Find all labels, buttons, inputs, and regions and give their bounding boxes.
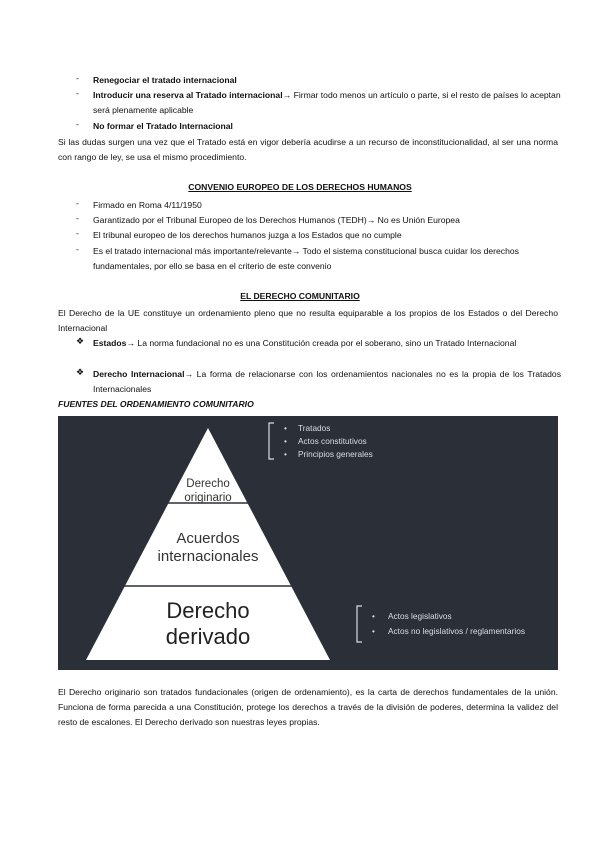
pyramid-top-label-line1: Derecho	[186, 478, 230, 490]
bullet-icon: •	[284, 436, 287, 446]
section-heading-convenio: CONVENIO EUROPEO DE LOS DERECHOS HUMANOS	[188, 182, 412, 192]
bracket-icon	[357, 606, 362, 642]
list-item-bold: No formar el Tratado Internacional	[93, 121, 233, 131]
bottom-list-item: Actos no legislativos / reglamentarios	[388, 626, 525, 636]
paragraph-final: El Derecho originario son tratados fundacionales (origen de ordenamiento), es la carta de derechos fundamentales de la unión. Funciona de forma parecida a una Constitución, protege los derechos a través de la división de poderes, determina la validez del resto de escalones. El Derecho derivado son nuestras leyes propias.	[58, 687, 558, 727]
list-item-bold: Renegociar el tratado internacional	[93, 75, 237, 85]
pyramid-bottom-label-line1: Derecho	[166, 598, 250, 623]
figure-title: FUENTES DEL ORDENAMIENTO COMUNITARIO	[58, 399, 254, 409]
bullet-icon: •	[284, 423, 287, 433]
section-heading-derecho: EL DERECHO COMUNITARIO	[240, 291, 360, 301]
diamond-bullet-icon: ❖	[76, 336, 85, 346]
pyramid-middle-label-line1: Acuerdos	[176, 530, 240, 547]
pyramid-diagram	[58, 416, 558, 670]
list-item-bold: Introducir una reserva al Tratado internacional	[93, 90, 283, 100]
paragraph-doubts: Si las dudas surgen una vez que el Tratado está en vigor debería acudirse a un recurso de inconstitucionalidad, al ser una norma con rango de ley, se usa el mismo procedimiento.	[58, 137, 558, 162]
top-list-item: Principios generales	[298, 449, 373, 459]
pyramid-figure	[58, 416, 558, 670]
paragraph-derecho: El Derecho de la UE constituye un ordenamiento pleno que no resulta equiparable a los propios de los Estados o del Derecho Internacional	[58, 308, 558, 333]
bottom-list-item: Actos legislativos	[388, 611, 452, 621]
bracket-icon	[269, 423, 274, 459]
bullet-icon: •	[284, 449, 287, 459]
bullet-icon: •	[372, 611, 375, 621]
top-list-item: Actos constitutivos	[298, 436, 367, 446]
pyramid-top-label-line2: originario	[184, 492, 232, 504]
pyramid-middle-label-line2: internacionales	[157, 548, 259, 565]
bullet-icon: •	[372, 626, 375, 636]
pyramid-bottom-label-line2: derivado	[165, 624, 251, 649]
diamond-bullet-icon: ❖	[76, 367, 85, 377]
top-list-item: Tratados	[298, 423, 331, 433]
